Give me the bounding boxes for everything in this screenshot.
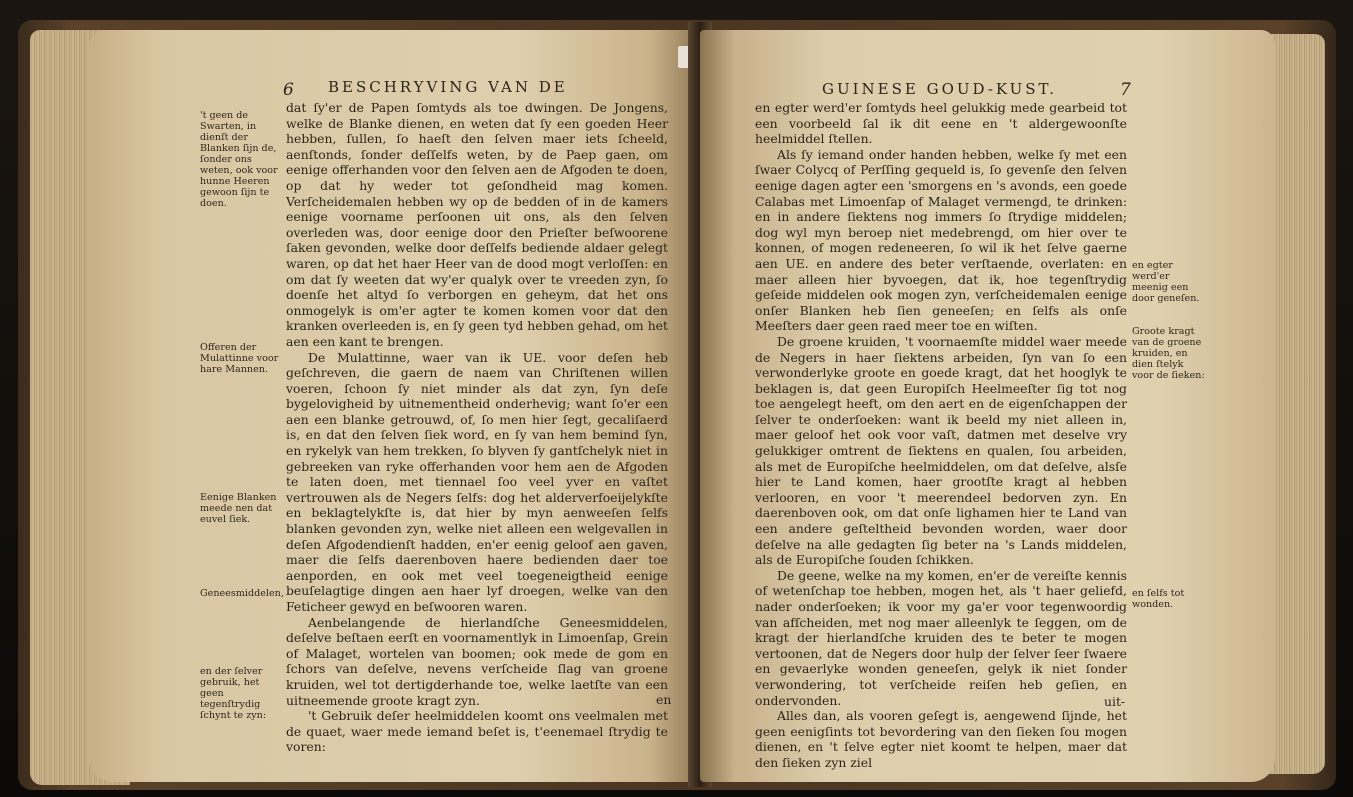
paragraph: en egter werd'er ſomtyds heel gelukkig mede gearbeid tot een voorbeeld ſal ik dit eene en 't aldergewoonſte heelmiddel ſtellen. xyxy=(755,100,1127,147)
right-text-block xyxy=(755,100,1127,771)
margin-note: en ſelfs tot wonden. xyxy=(1132,588,1185,610)
paragraph: 't Gebruik deſer heelmiddelen koomt ons veelmalen met de quaet, waer mede iemand beſet is, t'eenemael ſtrydig te voren: xyxy=(286,708,668,755)
margin-note: en egter werd'er meenig een door geneſen. xyxy=(1132,260,1200,304)
catchword: uit- xyxy=(1104,694,1126,709)
margin-notes xyxy=(200,110,286,721)
paragraph: De geene, welke na my komen, en'er de vereiſte kennis of wetenſchap toe hebben, mogen het, als 't haer geliefd, nader onderſoeken; ik voor my ga'er voor tegenwoordig van afſcheiden, met nog maer alleenlyk te ſeggen, om de kragt der hierlandſche kruiden des te beter te mogen vertoonen, dat de Negers door hulp der ſelver ſeer ſwaere en gevaerlyke wonden geneeſen, gelyk ik niet ſonder verwondering, tot verſcheide reiſen heb geſien, en ondervonden. xyxy=(755,567,1127,708)
margin-note: Eenige Blanken meede nen dat euvel ſiek. xyxy=(200,492,277,525)
margin-note: Geneesmiddelen, xyxy=(200,588,284,599)
right-page xyxy=(700,30,1275,782)
running-head: BESCHRYVING VAN DE xyxy=(328,78,568,96)
left-text-block xyxy=(286,100,668,755)
paragraph: De Mulattinne, waer van ik UE. voor deſen heb geſchreven, die gaern de naem van Chriſtenen willen voeren, ſchoon ſy niet minder als dat zyn, ſyn deſe bygelovigheid by uitnementheid onderhevig; want ſo'er een aen een blanke getrouwd, of, ſo men hier ſegt, gecaliſaerd is, en dat den ſelven ſiek word, en ſy van hem bemind ſyn, en rykelyk van hem trekken, ſo blyven ſy gantſchelyk niet in gebreeken van ryke offerhanden voor hem aen de Afgoden te laten doen, met tiennael ſoo veel yver en vaſtet vertrouwen als de Negers ſelfs: dog het alderverfoeijelykſte en beklagtelykſte is, dat hier by myn aenweeſen ſelfs blanken gevonden zyn, welke niet alleen een welgevallen in deſen Afgodendienſt hadden, en'er eenig geloof aen gaven, maer die ſelfs daerenboven haere bedienden daer toe aenporden, en ook met veel toegeneigtheid eenige beuſelagtige dingen aen haer lyf droegen, welke van den Feticheer gewyd en beſwooren waren. xyxy=(286,349,668,614)
paragraph: dat ſy'er de Papen ſomtyds als toe dwingen. De Jongens, welke de Blanke dienen, en weten dat ſy een goeden Heer hebben, ſullen, ſo haeſt den ſelven maer iets ſcheeld, aenſtonds, ſonder deſſelfs weten, by de Paep gaen, om eenige offerhanden voor den ſelven aen de Afgoden te doen, op dat hy weder tot geſondheid mag komen. Verſcheidemalen hebben wy op de bedden of in de kamers eenige voorname perſoonen uit ons, als den ſelven overleden was, door eenige door den Prieſter beſwoorene ſaken gevonden, welke door deſſelfs bediende aldaer gelegt waren, op dat het haer Heer van de dood mogt verloſſen: en om dat ſy weeten dat wy'er qualyk over te vreeden zyn, ſo doenſe het altyd ſo verborgen en geheym, dat het ons onmogelyk is om'er agter te komen komen voor dat den kranken overleeden is, en ſy geen tyd hebben gehad, om het aen een kant te brengen. xyxy=(286,100,668,349)
left-page xyxy=(88,30,700,782)
margin-note: 't geen de Swarten, in dienſt der Blanken ſijn de, ſonder ons weten, ook voor hunne Heeren gewoon ſijn te doen. xyxy=(200,110,278,209)
margin-notes xyxy=(1132,260,1208,610)
paragraph: Aenbelangende de hierlandſche Geneesmiddelen, deſelve beſtaen eerſt en voornamentlyk in Limoenſap, Grein of Malaget, wortelen van boomen; ook mede de gom en ſchors van deſelve, nevens verſcheide ſlag van groene kruiden, wel tot dertigderhande toe, welke laetſte van een uitneemende groote kragt zyn. xyxy=(286,614,668,708)
paragraph: De groene kruiden, 't voornaemſte middel waer meede de Negers in haer ſiektens arbeiden, ſyn van ſo een verwonderlyke groote en goede kragt, dat het hooglyk te beklagen is, dat geen Europiſch Heelmeeſter ſig tot nog toe aengelegt heeft, om den aert en de eigenſchappen der ſelver te onderſoeken: want ik beeld my niet alleen in, maer geloof het ook voor vaſt, datmen met deselve vry gelukkiger omtrent de ſiektens en qualen, ſou arbeiden, als met de Europiſche heelmiddelen, om dat deſelve, alsſe hier te Land komen, haer grootſte kragt al hebben verlooren, en voor 't meerendeel bedorven zyn. En daerenboven ook, om dat onſe lighamen hier te Land van een andere geſteltheid bevonden worden, waer door deſelve na alle gedagten ſig beter na 's Lands middelen, als de Europiſche ſouden ſchikken. xyxy=(755,333,1127,568)
margin-note: en der ſelver gebruik, het geen tegenſtrydig ſchynt te zyn: xyxy=(200,666,267,721)
page-number: 7 xyxy=(1120,80,1131,100)
running-head: GUINESE GOUD-KUST. xyxy=(822,80,1058,98)
margin-note: Groote kragt van de groene kruiden, en dien ſtelyk voor de ſieken: xyxy=(1132,326,1205,381)
paragraph: Als ſy iemand onder handen hebben, welke ſy met een ſwaer Colycq of Perſſing gequeld is, ſo gevenſe den ſelven eenige dagen agter een 'smorgens en 's avonds, een goede Calabas met Limoenſap of Malaget vermengd, te drinken: en in andere ſiektens nog immers ſo ſtrydige middelen; dog wyl myn beroep niet medebrengd, om hier over te konnen, of mogen redeneeren, ſo wil ik het ſelve gaerne aen UE. en andere des beter verſtaende, overlaten: en maer alleen hier byvoegen, dat ik, hoe tegenſtrydig geſeide middelen ook mogen zyn, verſcheidemalen eenige onſer Blanken heb ſien geneeſen; en ſelfs als onſe Meeſters daer geen raed meer toe en wiſten. xyxy=(755,146,1127,334)
catchword: en xyxy=(656,692,672,707)
page-number: 6 xyxy=(283,80,294,100)
paragraph: Alles dan, als vooren geſegt is, aengewend ſijnde, het geen eenigſints tot bevordering van den ſieken ſou mogen dienen, en 't ſelve egter niet koomt te helpen, maer dat den ſieken zyn ziel xyxy=(755,708,1127,770)
margin-note: Offeren der Mulattinne voor hare Mannen. xyxy=(200,342,279,375)
